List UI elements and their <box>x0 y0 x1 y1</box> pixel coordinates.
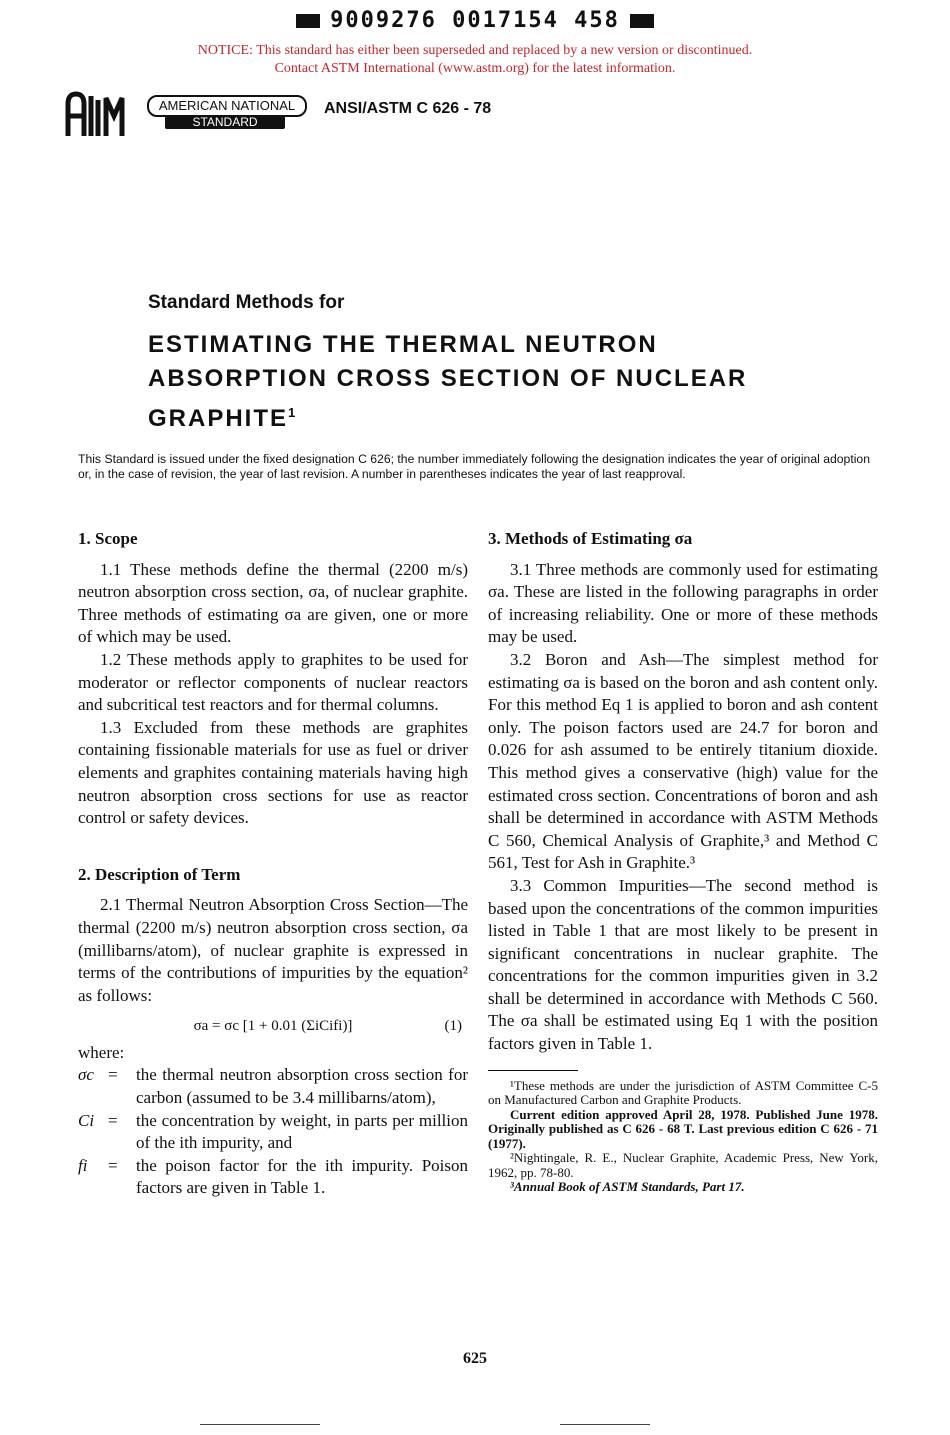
section-3-heading: 3. Methods of Estimating σa <box>488 529 693 548</box>
right-column <box>488 528 878 1195</box>
definition-equals: = <box>108 1065 118 1085</box>
footnote-3: ³Annual Book of ASTM Standards, Part 17. <box>510 1179 745 1195</box>
barcode-block-left <box>296 14 320 28</box>
definition-equals: = <box>108 1155 118 1175</box>
badge-top-label: AMERICAN NATIONAL <box>147 95 307 117</box>
footnote-1-edition: Current edition approved April 28, 1978. Published June 1978. Originally published as C 626 - 68 T. Last previous edition C 626 - 71 (1977). <box>488 1106 878 1151</box>
page-number: 625 <box>463 1350 487 1367</box>
section-gap <box>78 830 468 864</box>
barcode-text: 9009276 0017154 458 <box>330 8 620 33</box>
definition-text: the thermal neutron absorption cross section for carbon (assumed to be 3.4 millibarns/atom), <box>136 1065 468 1108</box>
definition-symbol: σc <box>78 1065 94 1085</box>
title-line-3-text: GRAPHITE <box>148 405 289 432</box>
definition-row <box>78 1064 468 1109</box>
scan-artifact-line <box>200 1424 320 1425</box>
badge-bottom-label: STANDARD <box>165 115 285 129</box>
left-column <box>78 528 468 1200</box>
title-line-3 <box>148 396 747 436</box>
definition-text: the concentration by weight, in parts per million of the ith impurity, and <box>136 1110 468 1153</box>
notice-line-2: Contact ASTM International (www.astm.org) for the latest information. <box>274 61 676 76</box>
definition-row <box>78 1155 468 1200</box>
where-label: where: <box>78 1042 125 1062</box>
section-2-heading: 2. Description of Term <box>78 864 241 884</box>
title-line-2: ABSORPTION CROSS SECTION OF NUCLEAR <box>148 365 748 392</box>
issue-statement: This Standard is issued under the fixed designation C 626; the number immediately following the designation indicates the year of original adoption or, in the case of revision, the year of last revision. A number in parentheses indicates the year of last reapproval. <box>78 452 870 481</box>
barcode-block-right <box>630 14 654 28</box>
para-1-3: 1.3 Excluded from these methods are graphites containing fissionable materials for use as fuel or driver elements and graphites containing materials having high neutron absorption cross sections for use as reactor control or safety devices. <box>78 717 468 828</box>
footnote-rule <box>488 1070 578 1071</box>
para-3-1: 3.1 Three methods are commonly used for estimating σa. These are listed in the following paragraphs in order of increasing reliability. One or more of these methods may be used. <box>488 559 878 647</box>
para-3-2: 3.2 Boron and Ash—The simplest method for estimating σa is based on the boron and ash content only. For this method Eq 1 is applied to boron and ash content only. The poison factors used are 24.7 for boron and 0.026 for ash assumed to be entirely titanium dioxide. This method gives a conservative (high) value for the estimated cross section. Concentrations of boron and ash shall be determined in accordance with ASTM Methods C 560, Chemical Analysis of Graphite,³ and Method C 561, Test for Ash in Graphite.³ <box>488 649 878 873</box>
supersede-notice <box>0 42 950 78</box>
para-2-1: 2.1 Thermal Neutron Absorption Cross Section—The thermal (2200 m/s) neutron absorption cross section, σa (millibarns/atom), of nuclear graphite is expressed in terms of the contributions of impurities by the equation² as follows: <box>78 895 468 1005</box>
definition-symbol: Ci <box>78 1110 95 1130</box>
document-subtitle: Standard Methods for <box>148 292 345 313</box>
definition-symbol: fi <box>78 1155 88 1175</box>
para-3-3: 3.3 Common Impurities—The second method is based upon the concentrations of the common impurities listed in Table 1 that are most likely to be present in significant concentrations in nuclear graphite. The concentrations for the common impurities given in 3.2 shall be determined in accordance with Methods C 560. The σa shall be estimated using Eq 1 with the position factors given in Table 1. <box>488 875 878 1054</box>
definition-equals: = <box>108 1110 118 1130</box>
para-1-1: 1.1 These methods define the thermal (2200 m/s) neutron absorption cross section, σa, of nuclear graphite. Three methods of estimating σa are given, one or more of which may be used. <box>78 559 468 647</box>
equation-1 <box>78 1015 468 1038</box>
definition-row <box>78 1110 468 1155</box>
american-national-standard-badge <box>147 95 307 133</box>
document-title <box>148 328 747 436</box>
notice-line-1: NOTICE: This standard has either been superseded and replaced by a new version or discontinued. <box>197 43 753 58</box>
scan-artifact-line <box>560 1424 650 1425</box>
title-footnote-mark: 1 <box>288 405 296 420</box>
definition-text: the poison factor for the ith impurity. Poison factors are given in Table 1. <box>136 1155 468 1198</box>
title-line-1: ESTIMATING THE THERMAL NEUTRON <box>148 331 658 358</box>
footnote-2: ²Nightingale, R. E., Nuclear Graphite, Academic Press, New York, 1962, pp. 78-80. <box>488 1150 878 1180</box>
section-1-heading: 1. Scope <box>78 529 138 548</box>
definitions-table <box>78 1064 468 1200</box>
astm-logo-icon <box>60 86 130 146</box>
standard-designation: ANSI/ASTM C 626 - 78 <box>324 100 492 117</box>
footnote-1: ¹These methods are under the jurisdiction of ASTM Committee C-5 on Manufactured Carbon and Graphite Products. <box>488 1077 878 1108</box>
equation-number: (1) <box>444 1018 462 1035</box>
para-1-2: 1.2 These methods apply to graphites to be used for moderator or reflector components of nuclear reactors and subcritical test reactors and for thermal columns. <box>78 649 468 715</box>
barcode-line <box>0 8 950 33</box>
equation-text: σa = σc [1 + 0.01 (ΣiCifi)] <box>193 1018 353 1035</box>
